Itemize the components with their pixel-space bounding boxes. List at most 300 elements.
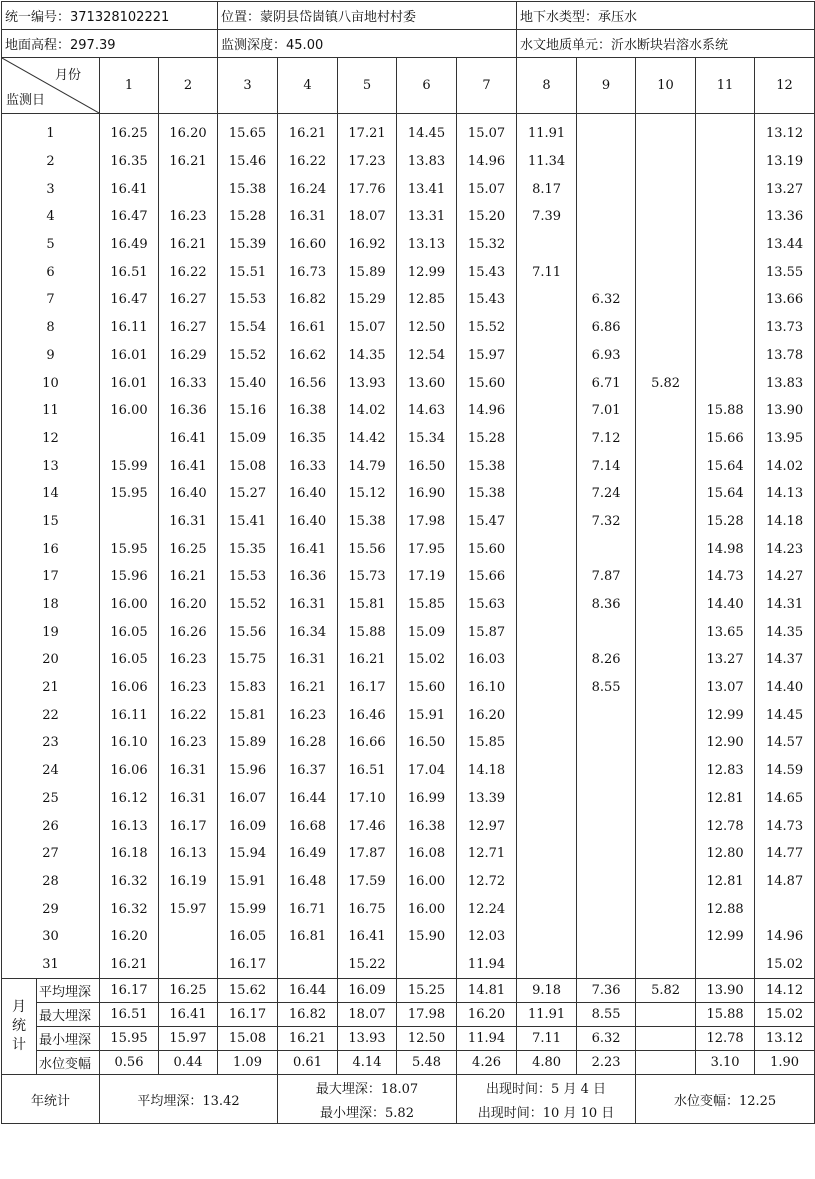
depth-value: 16.21: [159, 148, 218, 176]
depth-value: [159, 951, 218, 979]
depth-value: 12.97: [457, 812, 517, 840]
depth-value: 15.64: [696, 452, 755, 480]
stat-value: 1.09: [218, 1051, 278, 1075]
depth-value: [517, 591, 577, 619]
depth-value: 16.21: [278, 674, 338, 702]
depth-value: 14.65: [755, 785, 815, 813]
depth-value: 18.07: [338, 203, 397, 231]
depth-value: 15.29: [338, 286, 397, 314]
depth-value: 17.21: [338, 114, 397, 148]
day-row: [2, 508, 815, 536]
depth-value: 16.34: [278, 618, 338, 646]
depth-value: 16.11: [100, 701, 159, 729]
depth-value: 16.07: [218, 785, 278, 813]
day-number: 25: [2, 785, 100, 813]
depth-value: 11.94: [457, 951, 517, 979]
depth-value: [696, 951, 755, 979]
depth-value: 13.44: [755, 231, 815, 259]
depth-value: 14.42: [338, 425, 397, 453]
depth-value: [636, 591, 696, 619]
depth-value: [517, 480, 577, 508]
depth-value: 15.41: [218, 508, 278, 536]
depth-value: 7.32: [577, 508, 636, 536]
depth-value: 16.33: [278, 452, 338, 480]
stat-value: 7.36: [577, 979, 636, 1003]
hydro-unit: 水文地质单元：沂水断块岩溶水系统: [517, 30, 815, 58]
depth-value: [517, 674, 577, 702]
depth-value: 13.19: [755, 148, 815, 176]
depth-value: 15.99: [218, 895, 278, 923]
depth-value: [636, 452, 696, 480]
day-row: [2, 397, 815, 425]
depth-value: 16.23: [159, 674, 218, 702]
depth-value: 16.21: [159, 563, 218, 591]
depth-value: 16.13: [159, 840, 218, 868]
depth-value: 16.50: [397, 452, 457, 480]
depth-value: [696, 314, 755, 342]
depth-value: [636, 646, 696, 674]
depth-value: 16.41: [159, 452, 218, 480]
depth-value: 12.99: [696, 923, 755, 951]
depth-value: 15.60: [397, 674, 457, 702]
depth-value: 15.16: [218, 397, 278, 425]
day-number: 23: [2, 729, 100, 757]
depth-value: 14.77: [755, 840, 815, 868]
month-header: 6: [397, 58, 457, 114]
depth-value: 17.04: [397, 757, 457, 785]
depth-value: 14.35: [755, 618, 815, 646]
depth-value: [696, 203, 755, 231]
depth-value: 16.41: [338, 923, 397, 951]
depth-value: [577, 868, 636, 896]
depth-value: [577, 895, 636, 923]
day-row: [2, 342, 815, 370]
depth-value: 16.25: [100, 114, 159, 148]
stat-value: 16.41: [159, 1003, 218, 1027]
depth-value: 15.43: [457, 286, 517, 314]
day-row: [2, 895, 815, 923]
depth-value: 13.93: [338, 369, 397, 397]
depth-value: 15.56: [338, 535, 397, 563]
day-number: 2: [2, 148, 100, 176]
depth-value: 16.37: [278, 757, 338, 785]
depth-value: 15.64: [696, 480, 755, 508]
depth-value: 16.23: [159, 729, 218, 757]
depth-value: [636, 674, 696, 702]
stat-value: 5.48: [397, 1051, 457, 1075]
depth-value: 16.10: [457, 674, 517, 702]
annual-max-time: 出现时间：5 月 4 日: [457, 1075, 636, 1100]
depth-value: [636, 114, 696, 148]
month-header: 3: [218, 58, 278, 114]
depth-value: 15.60: [457, 535, 517, 563]
day-row: [2, 812, 815, 840]
depth-value: 16.31: [278, 203, 338, 231]
depth-value: [517, 701, 577, 729]
monthly-stats-char: 计: [12, 1037, 26, 1054]
depth-value: 15.95: [100, 480, 159, 508]
day-number: 21: [2, 674, 100, 702]
depth-value: 13.27: [755, 175, 815, 203]
month-header: 4: [278, 58, 338, 114]
depth-value: 14.96: [457, 397, 517, 425]
depth-value: 15.85: [457, 729, 517, 757]
depth-value: 14.73: [755, 812, 815, 840]
stat-value: 2.23: [577, 1051, 636, 1075]
stat-value: 15.08: [218, 1027, 278, 1051]
depth-value: 16.44: [278, 785, 338, 813]
depth-value: 12.90: [696, 729, 755, 757]
depth-value: [636, 840, 696, 868]
monthly-stats-char: 统: [12, 1018, 26, 1035]
depth-value: 14.45: [397, 114, 457, 148]
month-header: 1: [100, 58, 159, 114]
stat-value: [636, 1027, 696, 1051]
depth-value: 15.43: [457, 258, 517, 286]
depth-value: [636, 868, 696, 896]
depth-value: 16.17: [338, 674, 397, 702]
stat-value: 16.17: [100, 979, 159, 1003]
depth-value: 15.89: [218, 729, 278, 757]
depth-value: 17.10: [338, 785, 397, 813]
depth-value: 7.01: [577, 397, 636, 425]
stat-label: 平均埋深: [37, 979, 100, 1003]
depth-value: 15.91: [397, 701, 457, 729]
depth-value: 16.23: [159, 646, 218, 674]
depth-value: 14.45: [755, 701, 815, 729]
depth-value: 13.60: [397, 369, 457, 397]
corner-header: [2, 58, 100, 114]
depth-value: [517, 895, 577, 923]
depth-value: [517, 618, 577, 646]
depth-value: 16.32: [100, 895, 159, 923]
stat-value: 4.80: [517, 1051, 577, 1075]
stat-value: 16.09: [338, 979, 397, 1003]
depth-value: [696, 369, 755, 397]
depth-value: 16.00: [100, 397, 159, 425]
depth-value: 16.21: [159, 231, 218, 259]
depth-value: 15.52: [457, 314, 517, 342]
depth-value: [636, 342, 696, 370]
depth-value: [636, 314, 696, 342]
depth-value: [696, 258, 755, 286]
depth-value: 16.06: [100, 674, 159, 702]
depth-value: 15.28: [696, 508, 755, 536]
depth-value: 16.36: [278, 563, 338, 591]
month-header: 5: [338, 58, 397, 114]
depth-value: 12.71: [457, 840, 517, 868]
stat-value: 8.55: [577, 1003, 636, 1027]
depth-value: 12.85: [397, 286, 457, 314]
depth-value: 15.52: [218, 591, 278, 619]
depth-value: [755, 895, 815, 923]
stat-value: 3.10: [696, 1051, 755, 1075]
depth-value: 13.13: [397, 231, 457, 259]
depth-value: 15.56: [218, 618, 278, 646]
depth-value: 14.18: [457, 757, 517, 785]
stat-value: 16.82: [278, 1003, 338, 1027]
depth-value: 16.92: [338, 231, 397, 259]
depth-value: 16.56: [278, 369, 338, 397]
depth-value: [517, 342, 577, 370]
depth-value: [517, 951, 577, 979]
depth-value: 15.63: [457, 591, 517, 619]
depth-value: 12.81: [696, 868, 755, 896]
depth-value: 16.03: [457, 646, 517, 674]
depth-value: 17.46: [338, 812, 397, 840]
depth-value: [577, 618, 636, 646]
depth-value: 14.13: [755, 480, 815, 508]
day-number: 26: [2, 812, 100, 840]
depth-value: 16.26: [159, 618, 218, 646]
day-number: 3: [2, 175, 100, 203]
stat-label: 最小埋深: [37, 1027, 100, 1051]
depth-value: 12.50: [397, 314, 457, 342]
day-number: 30: [2, 923, 100, 951]
stat-value: 11.91: [517, 1003, 577, 1027]
depth-value: 15.97: [159, 895, 218, 923]
stat-value: 5.82: [636, 979, 696, 1003]
depth-value: [100, 508, 159, 536]
depth-value: [577, 757, 636, 785]
day-row: [2, 923, 815, 951]
stat-row: [2, 1003, 815, 1027]
depth-value: 16.20: [457, 701, 517, 729]
depth-value: [636, 258, 696, 286]
depth-value: 13.36: [755, 203, 815, 231]
depth-value: [636, 785, 696, 813]
depth-value: 16.22: [159, 258, 218, 286]
depth-value: 15.94: [218, 840, 278, 868]
depth-value: [517, 535, 577, 563]
day-number: 24: [2, 757, 100, 785]
day-number: 4: [2, 203, 100, 231]
depth-value: 5.82: [636, 369, 696, 397]
depth-value: 15.73: [338, 563, 397, 591]
stat-value: 13.12: [755, 1027, 815, 1051]
depth-value: 13.78: [755, 342, 815, 370]
depth-value: 15.09: [397, 618, 457, 646]
depth-value: 14.40: [755, 674, 815, 702]
depth-value: [636, 397, 696, 425]
ground-elevation: 地面高程：297.39: [2, 30, 218, 58]
depth-value: 16.09: [218, 812, 278, 840]
depth-value: [577, 175, 636, 203]
depth-value: [517, 286, 577, 314]
groundwater-monitoring-table: [1, 1, 815, 1124]
depth-value: 16.81: [278, 923, 338, 951]
stat-value: 15.25: [397, 979, 457, 1003]
depth-value: 14.35: [338, 342, 397, 370]
depth-value: 15.02: [397, 646, 457, 674]
depth-value: 16.00: [397, 895, 457, 923]
day-number: 11: [2, 397, 100, 425]
day-row: [2, 286, 815, 314]
day-axis-label: 监测日: [6, 93, 46, 108]
depth-value: [696, 148, 755, 176]
day-number: 20: [2, 646, 100, 674]
depth-value: 15.95: [100, 535, 159, 563]
annual-row: [2, 1075, 815, 1100]
depth-value: [696, 342, 755, 370]
depth-value: [577, 785, 636, 813]
depth-value: [577, 258, 636, 286]
day-number: 29: [2, 895, 100, 923]
stat-value: 7.11: [517, 1027, 577, 1051]
day-row: [2, 674, 815, 702]
day-number: 6: [2, 258, 100, 286]
depth-value: 14.96: [755, 923, 815, 951]
depth-value: 15.75: [218, 646, 278, 674]
day-number: 1: [2, 114, 100, 148]
depth-value: 16.00: [100, 591, 159, 619]
depth-value: 16.51: [100, 258, 159, 286]
depth-value: 16.38: [278, 397, 338, 425]
depth-value: [636, 480, 696, 508]
depth-value: [696, 175, 755, 203]
depth-value: 16.41: [278, 535, 338, 563]
depth-value: [517, 425, 577, 453]
depth-value: [636, 231, 696, 259]
depth-value: 16.49: [100, 231, 159, 259]
annual-amplitude: 水位变幅：12.25: [636, 1075, 815, 1124]
depth-value: 15.08: [218, 452, 278, 480]
depth-value: 16.33: [159, 369, 218, 397]
month-header: 8: [517, 58, 577, 114]
depth-value: 16.31: [278, 591, 338, 619]
depth-value: 13.07: [696, 674, 755, 702]
depth-value: [636, 923, 696, 951]
depth-value: 15.28: [218, 203, 278, 231]
day-row: [2, 868, 815, 896]
depth-value: 15.38: [218, 175, 278, 203]
depth-value: 15.12: [338, 480, 397, 508]
depth-value: 11.91: [517, 114, 577, 148]
depth-value: [517, 868, 577, 896]
depth-value: 14.87: [755, 868, 815, 896]
depth-value: 16.61: [278, 314, 338, 342]
depth-value: [577, 231, 636, 259]
depth-value: 16.23: [278, 701, 338, 729]
stat-label: 水位变幅: [37, 1051, 100, 1075]
depth-value: 16.35: [100, 148, 159, 176]
stat-value: 0.61: [278, 1051, 338, 1075]
depth-value: 16.31: [159, 757, 218, 785]
depth-value: 15.83: [218, 674, 278, 702]
depth-value: 7.12: [577, 425, 636, 453]
stat-value: 15.62: [218, 979, 278, 1003]
stat-row: [2, 1027, 815, 1051]
day-row: [2, 203, 815, 231]
depth-value: 14.63: [397, 397, 457, 425]
day-row: [2, 175, 815, 203]
depth-value: 16.47: [100, 203, 159, 231]
stat-value: 13.90: [696, 979, 755, 1003]
annual-avg-depth: 平均埋深：13.42: [100, 1075, 278, 1124]
day-number: 15: [2, 508, 100, 536]
month-header: 12: [755, 58, 815, 114]
depth-value: [636, 148, 696, 176]
day-row: [2, 591, 815, 619]
depth-value: 7.39: [517, 203, 577, 231]
depth-value: [636, 757, 696, 785]
depth-value: [636, 425, 696, 453]
day-row: [2, 314, 815, 342]
stat-value: 14.12: [755, 979, 815, 1003]
depth-value: 16.82: [278, 286, 338, 314]
stat-value: 16.25: [159, 979, 218, 1003]
month-axis-label: 月份: [54, 68, 81, 83]
depth-value: [696, 114, 755, 148]
stat-value: 16.17: [218, 1003, 278, 1027]
depth-value: 15.39: [218, 231, 278, 259]
stat-value: 9.18: [517, 979, 577, 1003]
depth-value: 15.07: [457, 114, 517, 148]
depth-value: [636, 203, 696, 231]
depth-value: 12.88: [696, 895, 755, 923]
depth-value: 14.37: [755, 646, 815, 674]
day-row: [2, 114, 815, 148]
depth-value: 15.54: [218, 314, 278, 342]
depth-value: 16.25: [159, 535, 218, 563]
depth-value: 17.59: [338, 868, 397, 896]
depth-value: 8.17: [517, 175, 577, 203]
depth-value: 16.60: [278, 231, 338, 259]
depth-value: 16.40: [159, 480, 218, 508]
depth-value: [577, 951, 636, 979]
depth-value: [577, 535, 636, 563]
depth-value: 16.73: [278, 258, 338, 286]
depth-value: [636, 895, 696, 923]
depth-value: [636, 618, 696, 646]
depth-value: 16.22: [159, 701, 218, 729]
day-number: 19: [2, 618, 100, 646]
stat-value: 16.44: [278, 979, 338, 1003]
depth-value: 16.21: [338, 646, 397, 674]
day-row: [2, 757, 815, 785]
depth-value: [517, 397, 577, 425]
stat-value: 15.88: [696, 1003, 755, 1027]
stat-value: 14.81: [457, 979, 517, 1003]
depth-value: [100, 425, 159, 453]
depth-value: 15.53: [218, 563, 278, 591]
depth-value: [517, 369, 577, 397]
depth-value: 16.51: [338, 757, 397, 785]
depth-value: 16.47: [100, 286, 159, 314]
depth-value: 16.11: [100, 314, 159, 342]
day-number: 7: [2, 286, 100, 314]
day-number: 17: [2, 563, 100, 591]
depth-value: 8.55: [577, 674, 636, 702]
depth-value: 14.79: [338, 452, 397, 480]
depth-value: 16.24: [278, 175, 338, 203]
depth-value: 15.90: [397, 923, 457, 951]
depth-value: 15.60: [457, 369, 517, 397]
depth-value: 13.83: [755, 369, 815, 397]
stat-value: 0.56: [100, 1051, 159, 1075]
depth-value: 15.96: [218, 757, 278, 785]
stat-label: 最大埋深: [37, 1003, 100, 1027]
monitor-depth: 监测深度：45.00: [218, 30, 517, 58]
depth-value: 16.40: [278, 508, 338, 536]
depth-value: 7.14: [577, 452, 636, 480]
depth-value: 14.73: [696, 563, 755, 591]
depth-value: 15.88: [696, 397, 755, 425]
depth-value: 16.01: [100, 342, 159, 370]
depth-value: 14.57: [755, 729, 815, 757]
annual-min-depth: 最小埋深：5.82: [278, 1099, 457, 1124]
monthly-stats-char: 月: [12, 999, 26, 1016]
